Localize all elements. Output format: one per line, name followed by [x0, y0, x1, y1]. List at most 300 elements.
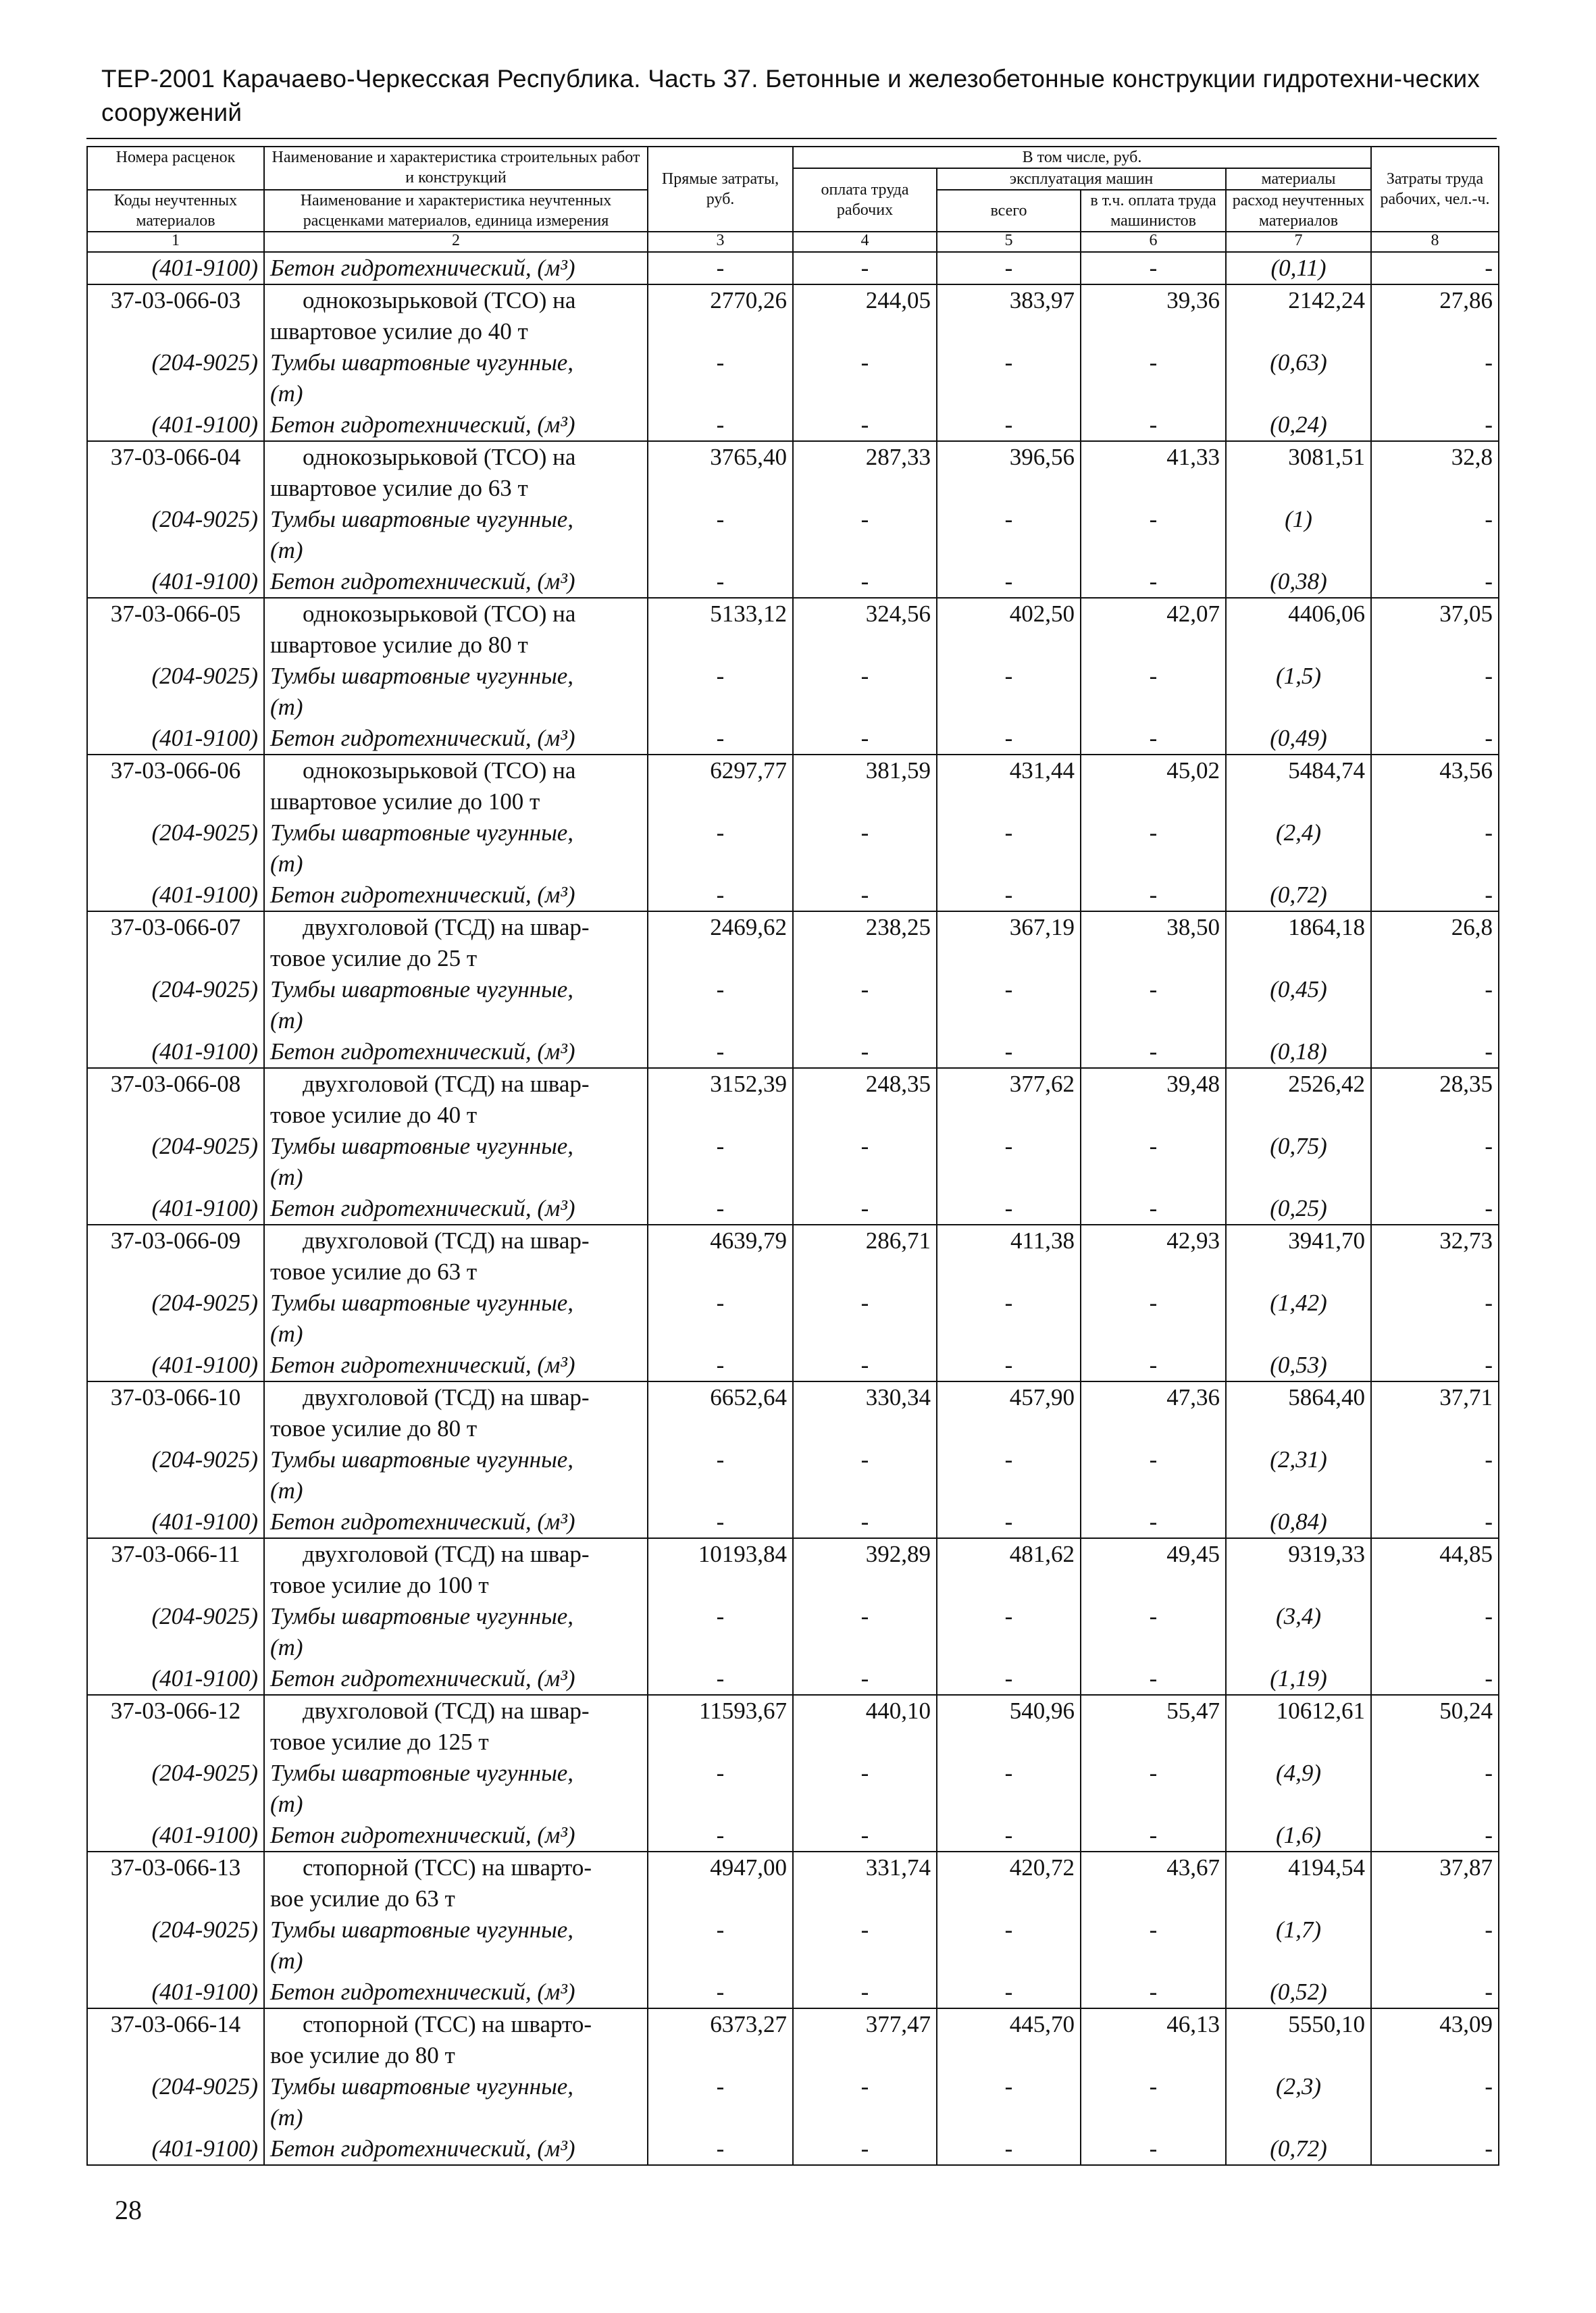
rate-code: 37-03-066-07: [87, 911, 264, 974]
material-code: (204-9025): [87, 817, 264, 880]
machinist-pay-cell: -: [1081, 817, 1226, 880]
material-name-line: Тумбы швартовные чугунные,: [270, 1290, 574, 1316]
material-row: [87, 1288, 1499, 1350]
machinist-pay-cell: -: [1081, 409, 1226, 441]
material-code: (204-9025): [87, 347, 264, 409]
material-name: [264, 1288, 648, 1350]
labor-hours-cell: 32,8: [1371, 441, 1499, 504]
worker-pay-cell: -: [793, 347, 937, 409]
direct-costs-cell: -: [648, 1350, 793, 1381]
rate-name-line: вое усилие до 80 т: [270, 2042, 455, 2068]
direct-costs-cell: 3765,40: [648, 441, 793, 504]
rate-row: [87, 1068, 1499, 1131]
material-consumption-cell: (2,31): [1226, 1444, 1371, 1506]
material-row: [87, 661, 1499, 723]
direct-costs-cell: -: [648, 1444, 793, 1506]
labor-hours-cell: -: [1371, 1131, 1499, 1193]
machine-total-cell: -: [937, 1288, 1081, 1350]
material-name-line: Тумбы швартовные чугунные,: [270, 1916, 574, 1943]
material-consumption-cell: (0,75): [1226, 1131, 1371, 1193]
direct-costs-cell: -: [648, 817, 793, 880]
machinist-pay-cell: -: [1081, 1350, 1226, 1381]
rate-name-line: швартовое усилие до 63 т: [270, 475, 528, 501]
material-consumption-cell: (2,4): [1226, 817, 1371, 880]
col-number: 8: [1371, 232, 1499, 252]
material-row: [87, 1663, 1499, 1695]
machine-total-cell: -: [937, 1036, 1081, 1068]
rate-name-line: товое усилие до 80 т: [270, 1415, 478, 1442]
machine-total-cell: 402,50: [937, 598, 1081, 661]
material-consumption-cell: (1,6): [1226, 1820, 1371, 1852]
rate-code: 37-03-066-03: [87, 284, 264, 347]
material-row: [87, 817, 1499, 880]
rate-name-line: стопорной (ТСС) на шварто-: [303, 1854, 592, 1881]
labor-hours-cell: -: [1371, 252, 1499, 284]
direct-costs-cell: 4947,00: [648, 1852, 793, 1914]
material-name: Бетон гидротехнический, (м³): [264, 1350, 648, 1381]
direct-costs-cell: -: [648, 566, 793, 598]
worker-pay-cell: -: [793, 1288, 937, 1350]
worker-pay-cell: -: [793, 2071, 937, 2133]
labor-hours-cell: -: [1371, 1601, 1499, 1663]
material-name-line: (т): [270, 850, 303, 877]
material-code: (204-9025): [87, 1758, 264, 1820]
material-row: [87, 409, 1499, 441]
col-number: 3: [648, 232, 793, 252]
machinist-pay-cell: 43,67: [1081, 1852, 1226, 1914]
machine-total-cell: -: [937, 1914, 1081, 1977]
machine-total-cell: -: [937, 817, 1081, 880]
material-code: (401-9100): [87, 1506, 264, 1538]
machinist-pay-cell: 49,45: [1081, 1538, 1226, 1601]
rate-row: [87, 441, 1499, 504]
material-name: Бетон гидротехнический, (м³): [264, 566, 648, 598]
machinist-pay-cell: 41,33: [1081, 441, 1226, 504]
worker-pay-cell: 392,89: [793, 1538, 937, 1601]
rate-row: [87, 598, 1499, 661]
rate-name-line: товое усилие до 100 т: [270, 1572, 489, 1598]
material-row: [87, 2071, 1499, 2133]
machinist-pay-cell: 55,47: [1081, 1695, 1226, 1758]
material-code: (401-9100): [87, 1820, 264, 1852]
material-row: [87, 1820, 1499, 1852]
labor-hours-cell: -: [1371, 347, 1499, 409]
material-consumption-cell: (0,45): [1226, 974, 1371, 1036]
machine-total-cell: 396,56: [937, 441, 1081, 504]
worker-pay-cell: -: [793, 1663, 937, 1695]
direct-costs-cell: -: [648, 1758, 793, 1820]
machinist-pay-cell: -: [1081, 880, 1226, 911]
material-row: [87, 1193, 1499, 1225]
material-consumption-cell: 4194,54: [1226, 1852, 1371, 1914]
material-name: Бетон гидротехнический, (м³): [264, 2133, 648, 2165]
labor-hours-cell: -: [1371, 974, 1499, 1036]
material-code: (401-9100): [87, 1350, 264, 1381]
worker-pay-cell: 244,05: [793, 284, 937, 347]
direct-costs-cell: -: [648, 409, 793, 441]
rate-row: [87, 755, 1499, 817]
material-code: (401-9100): [87, 1193, 264, 1225]
machine-total-cell: 481,62: [937, 1538, 1081, 1601]
direct-costs-cell: -: [648, 1663, 793, 1695]
rate-name: [264, 911, 648, 974]
col-header-labor-hours: Затраты труда рабочих, чел.-ч.: [1371, 147, 1499, 232]
rate-name-line: двухголовой (ТСД) на швар-: [303, 1227, 590, 1254]
rate-name-line: двухголовой (ТСД) на швар-: [303, 1384, 590, 1410]
material-name: Бетон гидротехнический, (м³): [264, 1820, 648, 1852]
material-consumption-cell: (0,49): [1226, 723, 1371, 755]
labor-hours-cell: 27,86: [1371, 284, 1499, 347]
material-name-line: Тумбы швартовные чугунные,: [270, 1760, 574, 1786]
machinist-pay-cell: 39,48: [1081, 1068, 1226, 1131]
material-name-line: (т): [270, 1164, 303, 1190]
labor-hours-cell: 44,85: [1371, 1538, 1499, 1601]
labor-hours-cell: -: [1371, 1444, 1499, 1506]
rate-row: [87, 2008, 1499, 2071]
col-number: 7: [1226, 232, 1371, 252]
material-row: [87, 974, 1499, 1036]
worker-pay-cell: -: [793, 1131, 937, 1193]
worker-pay-cell: -: [793, 566, 937, 598]
col-header-direct-costs: Прямые затраты, руб.: [648, 147, 793, 232]
labor-hours-cell: 43,09: [1371, 2008, 1499, 2071]
worker-pay-cell: -: [793, 974, 937, 1036]
worker-pay-cell: -: [793, 1506, 937, 1538]
machinist-pay-cell: -: [1081, 2133, 1226, 2165]
material-code: (401-9100): [87, 723, 264, 755]
material-name: Бетон гидротехнический, (м³): [264, 1663, 648, 1695]
rate-name-line: товое усилие до 63 т: [270, 1259, 478, 1285]
material-code: (204-9025): [87, 974, 264, 1036]
material-name: [264, 347, 648, 409]
material-name-line: (т): [270, 1634, 303, 1660]
worker-pay-cell: -: [793, 1444, 937, 1506]
worker-pay-cell: -: [793, 1977, 937, 2008]
machine-total-cell: -: [937, 723, 1081, 755]
col-header-materials: материалы: [1226, 168, 1371, 190]
rate-code: 37-03-066-12: [87, 1695, 264, 1758]
direct-costs-cell: -: [648, 347, 793, 409]
labor-hours-cell: 26,8: [1371, 911, 1499, 974]
direct-costs-cell: 3152,39: [648, 1068, 793, 1131]
col-header-material-consumption: расход неучтенных материалов: [1226, 190, 1371, 232]
machine-total-cell: -: [937, 661, 1081, 723]
rate-name: [264, 2008, 648, 2071]
material-row: [87, 880, 1499, 911]
worker-pay-cell: -: [793, 2133, 937, 2165]
worker-pay-cell: -: [793, 1193, 937, 1225]
machinist-pay-cell: -: [1081, 504, 1226, 566]
material-consumption-cell: (1,42): [1226, 1288, 1371, 1350]
machinist-pay-cell: -: [1081, 1758, 1226, 1820]
machinist-pay-cell: -: [1081, 1820, 1226, 1852]
material-consumption-cell: 2526,42: [1226, 1068, 1371, 1131]
material-consumption-cell: (2,3): [1226, 2071, 1371, 2133]
material-consumption-cell: (4,9): [1226, 1758, 1371, 1820]
direct-costs-cell: -: [648, 723, 793, 755]
direct-costs-cell: 6373,27: [648, 2008, 793, 2071]
material-name: [264, 1444, 648, 1506]
worker-pay-cell: -: [793, 661, 937, 723]
labor-hours-cell: 32,73: [1371, 1225, 1499, 1288]
rate-row: [87, 1225, 1499, 1288]
material-consumption-cell: (0,18): [1226, 1036, 1371, 1068]
material-code: (204-9025): [87, 1131, 264, 1193]
machinist-pay-cell: -: [1081, 1131, 1226, 1193]
material-row: [87, 1444, 1499, 1506]
material-code: (401-9100): [87, 1977, 264, 2008]
worker-pay-cell: 377,47: [793, 2008, 937, 2071]
labor-hours-cell: 37,87: [1371, 1852, 1499, 1914]
worker-pay-cell: 248,35: [793, 1068, 937, 1131]
direct-costs-cell: 6297,77: [648, 755, 793, 817]
material-name-line: (т): [270, 1321, 303, 1347]
material-consumption-cell: 5484,74: [1226, 755, 1371, 817]
col-header-including: В том числе, руб.: [793, 147, 1371, 168]
rate-code: 37-03-066-13: [87, 1852, 264, 1914]
machine-total-cell: 383,97: [937, 284, 1081, 347]
material-row: [87, 504, 1499, 566]
rate-name: [264, 284, 648, 347]
rate-name-line: стопорной (ТСС) на шварто-: [303, 2011, 592, 2037]
worker-pay-cell: 287,33: [793, 441, 937, 504]
direct-costs-cell: -: [648, 661, 793, 723]
machinist-pay-cell: -: [1081, 1977, 1226, 2008]
material-name-line: (т): [270, 1791, 303, 1817]
direct-costs-cell: -: [648, 1193, 793, 1225]
material-row: [87, 1036, 1499, 1068]
material-name: Бетон гидротехнический, (м³): [264, 723, 648, 755]
rate-name: [264, 598, 648, 661]
material-name: [264, 1131, 648, 1193]
rate-name-line: товое усилие до 125 т: [270, 1729, 489, 1755]
page-header-title: ТЕР-2001 Карачаево-Черкесская Республика. Часть 37. Бетонные и железобетонные конструкции гидротехни-ческих сооружений: [101, 65, 1481, 126]
material-consumption-cell: 10612,61: [1226, 1695, 1371, 1758]
material-name-line: Тумбы швартовные чугунные,: [270, 976, 574, 1002]
direct-costs-cell: -: [648, 1914, 793, 1977]
material-row: [87, 566, 1499, 598]
material-name: Бетон гидротехнический, (м³): [264, 409, 648, 441]
material-consumption-cell: (0,53): [1226, 1350, 1371, 1381]
rate-name: [264, 1695, 648, 1758]
material-name-line: Тумбы швартовные чугунные,: [270, 2073, 574, 2100]
labor-hours-cell: -: [1371, 1506, 1499, 1538]
machine-total-cell: -: [937, 1820, 1081, 1852]
worker-pay-cell: -: [793, 723, 937, 755]
material-code: (401-9100): [87, 2133, 264, 2165]
machinist-pay-cell: 38,50: [1081, 911, 1226, 974]
machine-total-cell: -: [937, 1444, 1081, 1506]
machinist-pay-cell: -: [1081, 1288, 1226, 1350]
machine-total-cell: 431,44: [937, 755, 1081, 817]
worker-pay-cell: 440,10: [793, 1695, 937, 1758]
labor-hours-cell: -: [1371, 880, 1499, 911]
rate-name-line: товое усилие до 25 т: [270, 945, 478, 971]
labor-hours-cell: -: [1371, 1758, 1499, 1820]
rate-code: 37-03-066-08: [87, 1068, 264, 1131]
material-consumption-cell: (0,84): [1226, 1506, 1371, 1538]
rate-name: [264, 755, 648, 817]
worker-pay-cell: 381,59: [793, 755, 937, 817]
worker-pay-cell: -: [793, 409, 937, 441]
worker-pay-cell: -: [793, 1350, 937, 1381]
rate-code: 37-03-066-09: [87, 1225, 264, 1288]
machine-total-cell: 377,62: [937, 1068, 1081, 1131]
material-name-line: (т): [270, 380, 303, 407]
material-consumption-cell: 5864,40: [1226, 1381, 1371, 1444]
col-header-machine-total: всего: [937, 190, 1081, 232]
labor-hours-cell: 28,35: [1371, 1068, 1499, 1131]
material-consumption-cell: 3941,70: [1226, 1225, 1371, 1288]
rate-name: [264, 1538, 648, 1601]
rate-name: [264, 1225, 648, 1288]
material-consumption-cell: 1864,18: [1226, 911, 1371, 974]
rate-code: 37-03-066-11: [87, 1538, 264, 1601]
rate-code: 37-03-066-04: [87, 441, 264, 504]
material-consumption-cell: (3,4): [1226, 1601, 1371, 1663]
rate-name-line: вое усилие до 63 т: [270, 1885, 455, 1912]
material-consumption-cell: (1,7): [1226, 1914, 1371, 1977]
machine-total-cell: 367,19: [937, 911, 1081, 974]
rate-name: [264, 1068, 648, 1131]
material-name-line: (т): [270, 694, 303, 720]
machinist-pay-cell: 42,07: [1081, 598, 1226, 661]
material-code: (204-9025): [87, 661, 264, 723]
material-name: [264, 1601, 648, 1663]
machinist-pay-cell: 46,13: [1081, 2008, 1226, 2071]
material-name: Бетон гидротехнический, (м³): [264, 1036, 648, 1068]
material-row: [87, 1350, 1499, 1381]
machinist-pay-cell: -: [1081, 1036, 1226, 1068]
machine-total-cell: -: [937, 504, 1081, 566]
machinist-pay-cell: -: [1081, 1444, 1226, 1506]
material-name: Бетон гидротехнический, (м³): [264, 1193, 648, 1225]
material-row: [87, 1977, 1499, 2008]
machine-total-cell: 420,72: [937, 1852, 1081, 1914]
material-code: (204-9025): [87, 1914, 264, 1977]
worker-pay-cell: -: [793, 880, 937, 911]
worker-pay-cell: 331,74: [793, 1852, 937, 1914]
worker-pay-cell: 324,56: [793, 598, 937, 661]
direct-costs-cell: 2770,26: [648, 284, 793, 347]
labor-hours-cell: -: [1371, 1288, 1499, 1350]
machinist-pay-cell: -: [1081, 723, 1226, 755]
machine-total-cell: -: [937, 1193, 1081, 1225]
labor-hours-cell: 37,71: [1371, 1381, 1499, 1444]
labor-hours-cell: -: [1371, 1977, 1499, 2008]
direct-costs-cell: -: [648, 252, 793, 284]
labor-hours-cell: -: [1371, 409, 1499, 441]
material-row: [87, 1131, 1499, 1193]
material-name-line: Тумбы швартовные чугунные,: [270, 819, 574, 846]
col-number: 4: [793, 232, 937, 252]
rate-name-line: швартовое усилие до 100 т: [270, 788, 540, 815]
col-header-rate-numbers: Номера расценок: [87, 147, 264, 190]
machine-total-cell: -: [937, 347, 1081, 409]
material-consumption-cell: (1,5): [1226, 661, 1371, 723]
col-header-material-codes: Коды неучтенных материалов: [87, 190, 264, 232]
page-number: 28: [115, 2195, 142, 2225]
direct-costs-cell: -: [648, 974, 793, 1036]
rate-name-line: двухголовой (ТСД) на швар-: [303, 1541, 590, 1567]
material-name-line: (т): [270, 537, 303, 563]
worker-pay-cell: -: [793, 1036, 937, 1068]
material-consumption-cell: 4406,06: [1226, 598, 1371, 661]
col-number: 1: [87, 232, 264, 252]
direct-costs-cell: -: [648, 1977, 793, 2008]
material-consumption-cell: (1,19): [1226, 1663, 1371, 1695]
worker-pay-cell: -: [793, 504, 937, 566]
direct-costs-cell: -: [648, 1820, 793, 1852]
material-consumption-cell: 9319,33: [1226, 1538, 1371, 1601]
material-code: (204-9025): [87, 2071, 264, 2133]
worker-pay-cell: -: [793, 1758, 937, 1820]
material-code: (401-9100): [87, 252, 264, 284]
material-consumption-cell: (0,38): [1226, 566, 1371, 598]
direct-costs-cell: 11593,67: [648, 1695, 793, 1758]
material-name: [264, 661, 648, 723]
material-name-line: (т): [270, 1007, 303, 1034]
direct-costs-cell: -: [648, 1288, 793, 1350]
worker-pay-cell: -: [793, 817, 937, 880]
labor-hours-cell: -: [1371, 817, 1499, 880]
material-name: Бетон гидротехнический, (м³): [264, 1977, 648, 2008]
machine-total-cell: -: [937, 2133, 1081, 2165]
col-number: 6: [1081, 232, 1226, 252]
rate-name-line: однокозырьковой (ТСО) на: [303, 601, 576, 627]
machine-total-cell: -: [937, 409, 1081, 441]
labor-hours-cell: -: [1371, 2133, 1499, 2165]
machinist-pay-cell: -: [1081, 974, 1226, 1036]
labor-hours-cell: -: [1371, 1914, 1499, 1977]
col-number: 2: [264, 232, 648, 252]
material-name: Бетон гидротехнический, (м³): [264, 252, 648, 284]
labor-hours-cell: -: [1371, 1350, 1499, 1381]
material-name: [264, 1758, 648, 1820]
direct-costs-cell: -: [648, 880, 793, 911]
material-consumption-cell: (0,52): [1226, 1977, 1371, 2008]
direct-costs-cell: -: [648, 1036, 793, 1068]
material-row: [87, 347, 1499, 409]
worker-pay-cell: -: [793, 1820, 937, 1852]
machinist-pay-cell: -: [1081, 1914, 1226, 1977]
machine-total-cell: -: [937, 252, 1081, 284]
machine-total-cell: -: [937, 566, 1081, 598]
labor-hours-cell: 43,56: [1371, 755, 1499, 817]
material-consumption-cell: (0,72): [1226, 2133, 1371, 2165]
machine-total-cell: 411,38: [937, 1225, 1081, 1288]
material-name-line: Тумбы швартовные чугунные,: [270, 663, 574, 689]
material-code: (401-9100): [87, 1663, 264, 1695]
direct-costs-cell: -: [648, 1131, 793, 1193]
material-name: [264, 974, 648, 1036]
labor-hours-cell: 50,24: [1371, 1695, 1499, 1758]
header-divider: [86, 138, 1497, 139]
labor-hours-cell: -: [1371, 661, 1499, 723]
direct-costs-cell: -: [648, 1506, 793, 1538]
machinist-pay-cell: -: [1081, 1193, 1226, 1225]
worker-pay-cell: -: [793, 1601, 937, 1663]
rate-code: 37-03-066-05: [87, 598, 264, 661]
machinist-pay-cell: 39,36: [1081, 284, 1226, 347]
material-name-line: (т): [270, 1477, 303, 1504]
material-consumption-cell: (0,25): [1226, 1193, 1371, 1225]
rate-name-line: двухголовой (ТСД) на швар-: [303, 1071, 590, 1097]
machine-total-cell: -: [937, 1977, 1081, 2008]
material-consumption-cell: (0,24): [1226, 409, 1371, 441]
machine-total-cell: -: [937, 974, 1081, 1036]
worker-pay-cell: -: [793, 1914, 937, 1977]
